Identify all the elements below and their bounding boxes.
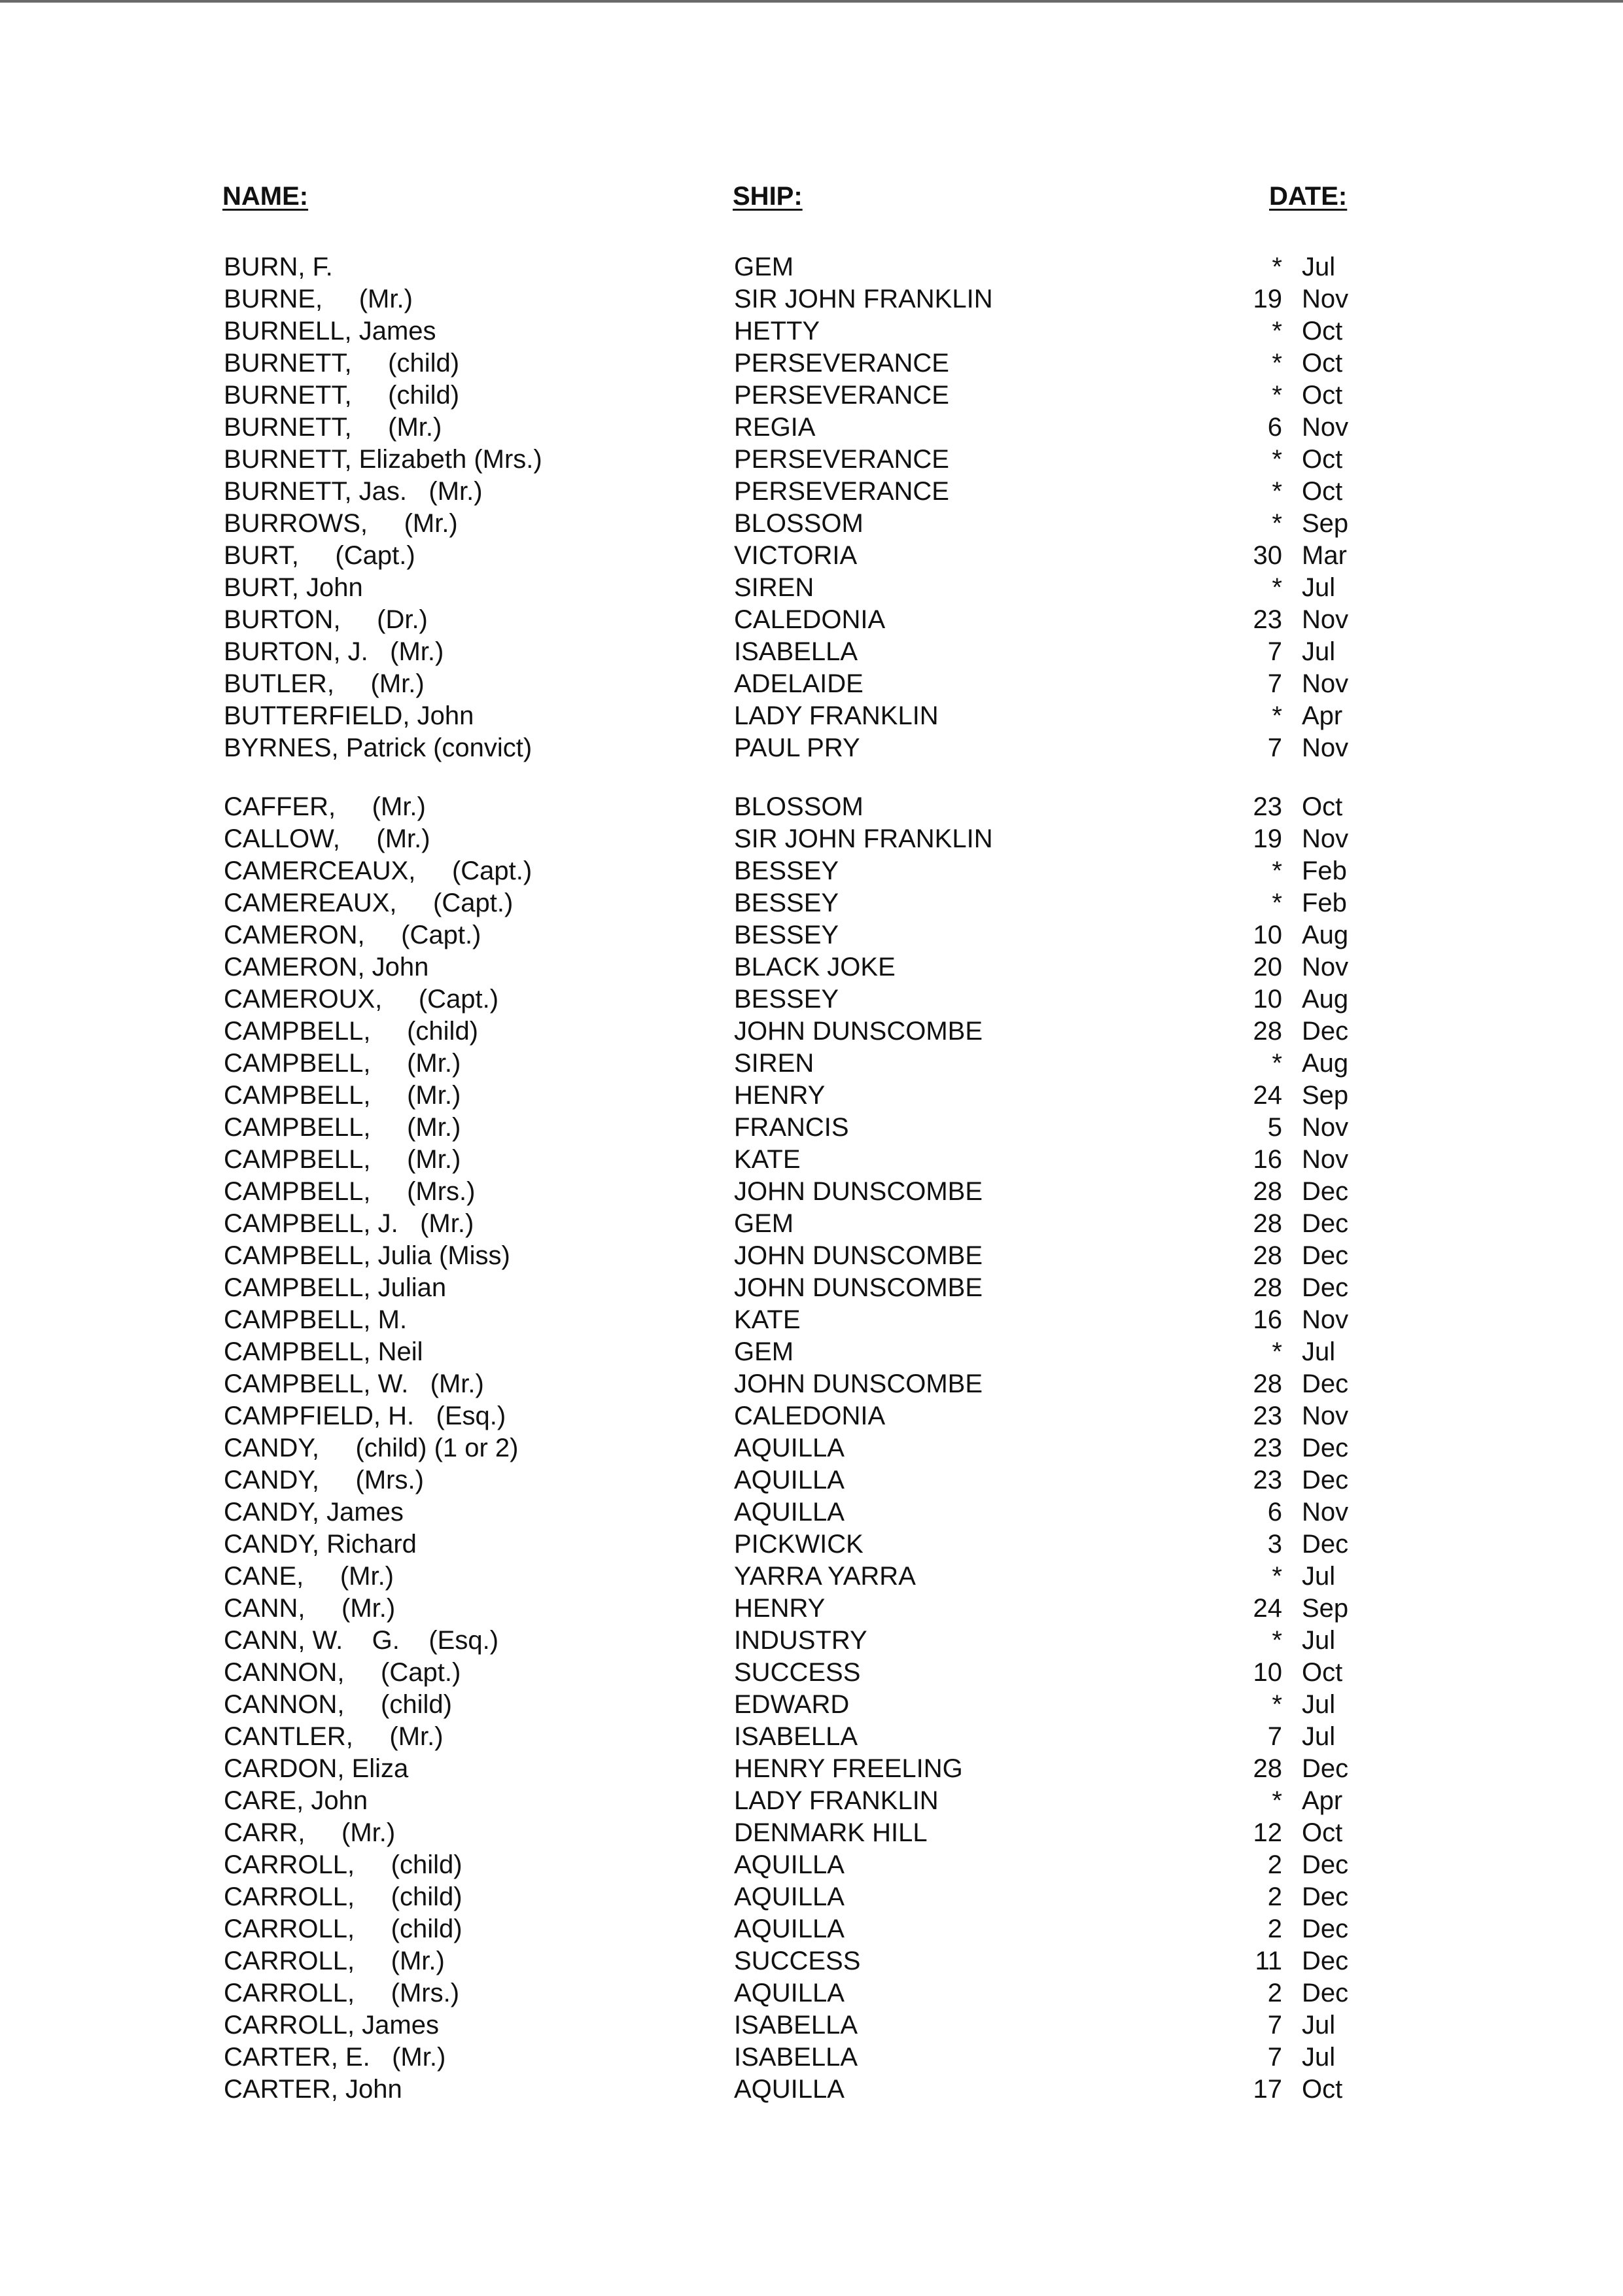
arrival-day: 5 [1267,1113,1282,1142]
passenger-row [0,1112,1623,1144]
arrival-month: Nov [1302,1145,1349,1174]
arrival-month: Nov [1302,824,1349,853]
arrival-month: Dec [1302,1915,1349,1943]
passenger-name: CANDY, (child) (1 or 2) [224,1434,519,1462]
arrival-day: * [1272,509,1282,538]
ship-name: HENRY [734,1081,826,1110]
arrival-month: Oct [1302,792,1343,821]
passenger-name: BURTON, J. (Mr.) [224,637,444,666]
arrival-day: * [1272,317,1282,345]
passenger-row [0,604,1623,636]
arrival-day: 23 [1253,792,1282,821]
ship-name: ADELAIDE [734,669,864,698]
passenger-group-c [0,791,1623,2106]
passenger-name: BUTTERFIELD, John [224,701,474,730]
passenger-row [0,251,1623,283]
passenger-row [0,1016,1623,1048]
passenger-name: CALLOW, (Mr.) [224,824,430,853]
passenger-row [0,2074,1623,2106]
arrival-day: 6 [1267,1498,1282,1527]
arrival-month: Nov [1302,285,1349,313]
passenger-row [0,444,1623,476]
arrival-day: 7 [1267,2011,1282,2040]
passenger-row [0,1368,1623,1400]
passenger-row [0,951,1623,983]
passenger-row [0,1657,1623,1689]
ship-name: JOHN DUNSCOMBE [734,1369,983,1398]
arrival-month: Dec [1302,1850,1349,1879]
passenger-row [0,1593,1623,1625]
arrival-month: Oct [1302,1818,1343,1847]
passenger-row [0,1496,1623,1528]
arrival-day: 2 [1267,1979,1282,2007]
passenger-group-b [0,251,1623,764]
arrival-month: Dec [1302,1754,1349,1783]
passenger-row [0,636,1623,668]
ship-name: VICTORIA [734,541,858,570]
ship-name: AQUILLA [734,1498,845,1527]
arrival-day: 2 [1267,1882,1282,1911]
passenger-name: CANN, (Mr.) [224,1594,396,1623]
ship-name: JOHN DUNSCOMBE [734,1017,983,1046]
arrival-day: 28 [1253,1177,1282,1206]
ship-column-header: SHIP: [733,182,803,211]
passenger-name: BURN, F. [224,253,333,281]
passenger-name: CANNON, (Capt.) [224,1658,461,1687]
arrival-month: Nov [1302,733,1349,762]
arrival-day: 10 [1253,985,1282,1014]
passenger-name: CARROLL, (child) [224,1882,462,1911]
arrival-day: 23 [1253,1434,1282,1462]
passenger-row [0,540,1623,572]
ship-name: PERSEVERANCE [734,349,949,378]
passenger-name: CAMPBELL, W. (Mr.) [224,1369,484,1398]
arrival-day: 19 [1253,824,1282,853]
ship-name: BLOSSOM [734,792,864,821]
arrival-month: Nov [1302,953,1349,981]
passenger-name: BURNETT, Elizabeth (Mrs.) [224,445,542,474]
arrival-month: Oct [1302,477,1343,506]
passenger-name: CANN, W. G. (Esq.) [224,1626,499,1655]
ship-name: AQUILLA [734,1882,845,1911]
ship-name: PICKWICK [734,1530,864,1559]
passenger-name: CAMEREAUX, (Capt.) [224,889,514,917]
passenger-name: CARROLL, (child) [224,1850,462,1879]
ship-name: AQUILLA [734,1466,845,1494]
ship-name: CALEDONIA [734,1402,886,1430]
arrival-month: Nov [1302,1402,1349,1430]
arrival-day: 7 [1267,637,1282,666]
arrival-day: * [1272,1690,1282,1719]
arrival-month: Jul [1302,573,1336,602]
arrival-day: 24 [1253,1081,1282,1110]
passenger-name: CAMERON, (Capt.) [224,921,481,949]
ship-name: JOHN DUNSCOMBE [734,1177,983,1206]
arrival-month: Nov [1302,1113,1349,1142]
passenger-row [0,1272,1623,1304]
passenger-name: CAMERCEAUX, (Capt.) [224,857,532,885]
arrival-month: Feb [1302,857,1347,885]
arrival-month: Sep [1302,1594,1349,1623]
arrival-day: 28 [1253,1241,1282,1270]
passenger-row [0,476,1623,508]
passenger-name: CAMPBELL, Neil [224,1337,423,1366]
arrival-month: Oct [1302,317,1343,345]
passenger-name: BURNETT, (child) [224,349,460,378]
arrival-day: * [1272,1626,1282,1655]
ship-name: PERSEVERANCE [734,477,949,506]
passenger-row [0,1432,1623,1464]
passenger-name: CAFFER, (Mr.) [224,792,426,821]
passenger-name: CAMPBELL, (Mrs.) [224,1177,476,1206]
passenger-row [0,1144,1623,1176]
passenger-name: CANDY, James [224,1498,404,1527]
ship-name: SIR JOHN FRANKLIN [734,824,993,853]
ship-name: BLOSSOM [734,509,864,538]
ship-name: ISABELLA [734,637,858,666]
passenger-row [0,1721,1623,1753]
arrival-day: 7 [1267,669,1282,698]
passenger-row [0,1785,1623,1817]
arrival-day: 2 [1267,1915,1282,1943]
passenger-row [0,1208,1623,1240]
arrival-day: 12 [1253,1818,1282,1847]
ship-name: BESSEY [734,857,839,885]
ship-name: JOHN DUNSCOMBE [734,1273,983,1302]
arrival-month: Dec [1302,1273,1349,1302]
passenger-row [0,508,1623,540]
passenger-row [0,1561,1623,1593]
ship-name: EDWARD [734,1690,850,1719]
arrival-month: Dec [1302,1882,1349,1911]
passenger-row [0,1336,1623,1368]
passenger-row [0,700,1623,732]
arrival-day: * [1272,1049,1282,1078]
passenger-name: CARE, John [224,1786,368,1815]
passenger-row [0,2009,1623,2041]
arrival-day: * [1272,445,1282,474]
passenger-name: CARROLL, (child) [224,1915,462,1943]
passenger-name: BURNETT, (child) [224,381,460,410]
arrival-day: * [1272,381,1282,410]
passenger-name: CARROLL, (Mr.) [224,1947,445,1975]
arrival-month: Oct [1302,349,1343,378]
arrival-day: 3 [1267,1530,1282,1559]
passenger-name: BURROWS, (Mr.) [224,509,458,538]
passenger-name: CAMPBELL, Julian [224,1273,447,1302]
arrival-month: Dec [1302,1177,1349,1206]
passenger-name: CAMPBELL, (child) [224,1017,479,1046]
ship-name: ISABELLA [734,1722,858,1751]
arrival-day: 16 [1253,1305,1282,1334]
arrival-day: * [1272,477,1282,506]
ship-name: HETTY [734,317,820,345]
ship-name: ISABELLA [734,2011,858,2040]
passenger-row [0,1625,1623,1657]
ship-name: BESSEY [734,985,839,1014]
page-top-edge [0,0,1623,3]
arrival-month: Jul [1302,253,1336,281]
ship-name: PERSEVERANCE [734,445,949,474]
arrival-day: 7 [1267,2043,1282,2072]
arrival-month: Jul [1302,2043,1336,2072]
arrival-day: * [1272,349,1282,378]
arrival-month: Dec [1302,1434,1349,1462]
arrival-month: Jul [1302,1722,1336,1751]
ship-name: ISABELLA [734,2043,858,2072]
arrival-day: 23 [1253,1402,1282,1430]
arrival-day: 19 [1253,285,1282,313]
arrival-month: Nov [1302,1498,1349,1527]
ship-name: SUCCESS [734,1658,861,1687]
arrival-day: 17 [1253,2075,1282,2104]
passenger-name: BURNE, (Mr.) [224,285,413,313]
passenger-name: CANDY, (Mrs.) [224,1466,424,1494]
passenger-row [0,1080,1623,1112]
arrival-month: Dec [1302,1947,1349,1975]
column-headers [0,175,1623,221]
arrival-month: Jul [1302,2011,1336,2040]
ship-name: YARRA YARRA [734,1562,916,1591]
ship-name: GEM [734,1337,794,1366]
arrival-month: Aug [1302,921,1349,949]
arrival-month: Apr [1302,701,1343,730]
arrival-month: Sep [1302,1081,1349,1110]
passenger-name: CAMPBELL, (Mr.) [224,1081,461,1110]
ship-name: BESSEY [734,889,839,917]
arrival-month: Oct [1302,2075,1343,2104]
name-column-header: NAME: [222,182,309,211]
passenger-name: BURT, John [224,573,363,602]
passenger-name: CARTER, E. (Mr.) [224,2043,446,2072]
passenger-row [0,1689,1623,1721]
arrival-day: 2 [1267,1850,1282,1879]
ship-name: AQUILLA [734,2075,845,2104]
passenger-row [0,855,1623,887]
passenger-name: CARR, (Mr.) [224,1818,396,1847]
arrival-day: * [1272,1786,1282,1815]
passenger-row [0,1753,1623,1785]
arrival-day: 20 [1253,953,1282,981]
passenger-name: CAMPBELL, J. (Mr.) [224,1209,474,1238]
passenger-row [0,1849,1623,1881]
ship-name: GEM [734,253,794,281]
arrival-month: Jul [1302,637,1336,666]
passenger-row [0,1817,1623,1849]
arrival-day: 10 [1253,921,1282,949]
passenger-name: CAMPFIELD, H. (Esq.) [224,1402,506,1430]
ship-name: KATE [734,1145,801,1174]
passenger-row [0,1881,1623,1913]
arrival-day: 28 [1253,1017,1282,1046]
arrival-month: Nov [1302,669,1349,698]
arrival-month: Aug [1302,985,1349,1014]
arrival-day: * [1272,573,1282,602]
arrival-month: Dec [1302,1017,1349,1046]
passenger-row [0,315,1623,347]
date-column-header: DATE: [1269,182,1348,211]
arrival-month: Dec [1302,1466,1349,1494]
ship-name: DENMARK HILL [734,1818,928,1847]
passenger-name: CANNON, (child) [224,1690,452,1719]
passenger-row [0,1464,1623,1496]
passenger-name: CARTER, John [224,2075,402,2104]
arrival-month: Apr [1302,1786,1343,1815]
ship-name: PERSEVERANCE [734,381,949,410]
arrival-day: 6 [1267,413,1282,442]
passenger-row [0,1048,1623,1080]
passenger-row [0,1977,1623,2009]
passenger-name: CAMPBELL, (Mr.) [224,1049,461,1078]
arrival-month: Oct [1302,445,1343,474]
arrival-day: 28 [1253,1273,1282,1302]
ship-name: PAUL PRY [734,733,860,762]
passenger-row [0,1400,1623,1432]
arrival-day: 28 [1253,1369,1282,1398]
passenger-name: CARROLL, James [224,2011,439,2040]
ship-name: SUCCESS [734,1947,861,1975]
ship-name: KATE [734,1305,801,1334]
arrival-month: Dec [1302,1241,1349,1270]
ship-name: AQUILLA [734,1979,845,2007]
passenger-name: BURTON, (Dr.) [224,605,428,634]
passenger-row [0,1304,1623,1336]
passenger-name: CAMPBELL, Julia (Miss) [224,1241,510,1270]
ship-name: BESSEY [734,921,839,949]
passenger-name: BURNETT, (Mr.) [224,413,442,442]
ship-name: JOHN DUNSCOMBE [734,1241,983,1270]
arrival-month: Sep [1302,509,1349,538]
arrival-month: Dec [1302,1209,1349,1238]
arrival-day: * [1272,1562,1282,1591]
arrival-day: * [1272,701,1282,730]
ship-name: REGIA [734,413,816,442]
ship-name: BLACK JOKE [734,953,896,981]
passenger-row [0,983,1623,1016]
arrival-month: Nov [1302,413,1349,442]
passenger-name: BYRNES, Patrick (convict) [224,733,532,762]
arrival-day: * [1272,889,1282,917]
arrival-month: Jul [1302,1690,1336,1719]
arrival-day: 16 [1253,1145,1282,1174]
passenger-name: BURNELL, James [224,317,436,345]
arrival-day: * [1272,1337,1282,1366]
arrival-month: Feb [1302,889,1347,917]
arrival-day: 28 [1253,1754,1282,1783]
ship-name: LADY FRANKLIN [734,1786,939,1815]
passenger-row [0,1528,1623,1561]
arrival-day: 11 [1255,1947,1282,1975]
arrival-month: Mar [1302,541,1347,570]
passenger-name: CARROLL, (Mrs.) [224,1979,460,2007]
passenger-name: CAMPBELL, (Mr.) [224,1145,461,1174]
passenger-name: BURT, (Capt.) [224,541,415,570]
passenger-name: CAMERON, John [224,953,429,981]
passenger-name: CARDON, Eliza [224,1754,409,1783]
passenger-row [0,1240,1623,1272]
passenger-row [0,919,1623,951]
arrival-month: Dec [1302,1979,1349,2007]
passenger-row [0,887,1623,919]
arrival-day: 7 [1267,733,1282,762]
ship-name: AQUILLA [734,1915,845,1943]
passenger-row [0,572,1623,604]
ship-name: FRANCIS [734,1113,849,1142]
passenger-row [0,823,1623,855]
ship-name: LADY FRANKLIN [734,701,939,730]
arrival-day: 28 [1253,1209,1282,1238]
ship-name: HENRY FREELING [734,1754,963,1783]
arrival-day: 10 [1253,1658,1282,1687]
ship-name: SIREN [734,1049,814,1078]
arrival-day: * [1272,253,1282,281]
passenger-row [0,668,1623,700]
passenger-row [0,380,1623,412]
ship-name: SIR JOHN FRANKLIN [734,285,993,313]
passenger-name: CANDY, Richard [224,1530,417,1559]
passenger-row [0,347,1623,380]
ship-name: CALEDONIA [734,605,886,634]
arrival-month: Dec [1302,1369,1349,1398]
arrival-month: Aug [1302,1049,1349,1078]
passenger-name: CAMPBELL, M. [224,1305,408,1334]
arrival-day: 7 [1267,1722,1282,1751]
ship-name: INDUSTRY [734,1626,867,1655]
passenger-row [0,283,1623,315]
arrival-month: Nov [1302,1305,1349,1334]
ship-name: AQUILLA [734,1850,845,1879]
arrival-month: Nov [1302,605,1349,634]
ship-name: AQUILLA [734,1434,845,1462]
passenger-row [0,1945,1623,1977]
passenger-name: CANTLER, (Mr.) [224,1722,444,1751]
passenger-name: BURNETT, Jas. (Mr.) [224,477,483,506]
ship-name: HENRY [734,1594,826,1623]
arrival-day: * [1272,857,1282,885]
arrival-month: Jul [1302,1562,1336,1591]
arrival-month: Jul [1302,1626,1336,1655]
passenger-row [0,732,1623,764]
passenger-row [0,2041,1623,2074]
passenger-row [0,791,1623,823]
arrival-month: Dec [1302,1530,1349,1559]
arrival-day: 24 [1253,1594,1282,1623]
ship-name: SIREN [734,573,814,602]
passenger-row [0,1176,1623,1208]
passenger-row [0,1913,1623,1945]
passenger-name: CANE, (Mr.) [224,1562,394,1591]
arrival-month: Jul [1302,1337,1336,1366]
arrival-day: 23 [1253,605,1282,634]
arrival-day: 23 [1253,1466,1282,1494]
ship-name: GEM [734,1209,794,1238]
arrival-month: Oct [1302,381,1343,410]
passenger-name: CAMEROUX, (Capt.) [224,985,499,1014]
arrival-month: Oct [1302,1658,1343,1687]
passenger-name: BUTLER, (Mr.) [224,669,425,698]
passenger-name: CAMPBELL, (Mr.) [224,1113,461,1142]
passenger-row [0,412,1623,444]
arrival-day: 30 [1253,541,1282,570]
